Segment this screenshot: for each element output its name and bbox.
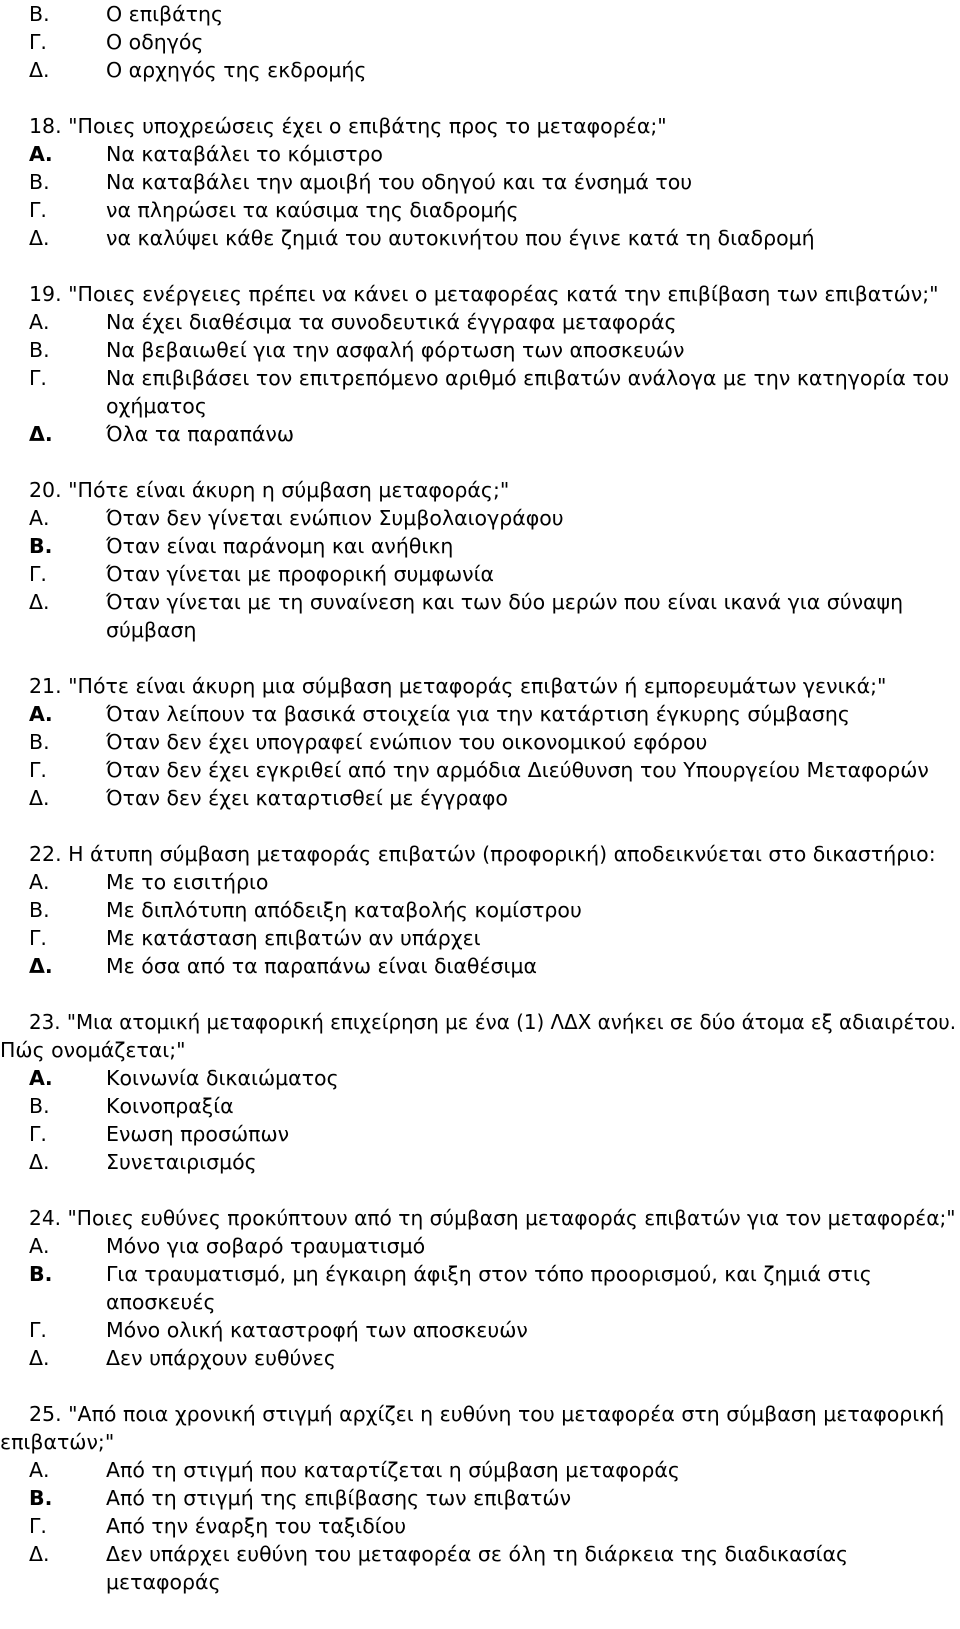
option-text: αποσκευές xyxy=(106,1290,216,1314)
question-text: 18. "Ποιες υποχρεώσεις έχει ο επιβάτης προς το μεταφορέα;" xyxy=(29,114,667,138)
option-letter: Β. xyxy=(29,1094,50,1118)
option-text: σύμβαση xyxy=(106,618,197,642)
option-text: Όταν δεν έχει εγκριθεί από την αρμόδια Διεύθυνση του Υπουργείου Μεταφορών xyxy=(106,758,929,782)
option-letter: Α. xyxy=(29,702,53,726)
option-letter: Β. xyxy=(29,170,50,194)
option-letter: Γ. xyxy=(29,1318,47,1342)
option-text: Να έχει διαθέσιμα τα συνοδευτικά έγγραφα μεταφοράς xyxy=(106,310,677,334)
option-letter: Β. xyxy=(29,1262,53,1286)
option-text: Όλα τα παραπάνω xyxy=(106,422,295,446)
option-letter: Γ. xyxy=(29,758,47,782)
question-text: 25. "Από ποια χρονική στιγμή αρχίζει η ευθύνη του μεταφορέα στη σύμβαση μεταφορική xyxy=(29,1402,945,1426)
option-text: Να επιβιβάσει τον επιτρεπόμενο αριθμό επιβατών ανάλογα με την κατηγορία του xyxy=(106,366,950,390)
option-letter: Δ. xyxy=(29,1150,50,1174)
option-text: Με διπλότυπη απόδειξη καταβολής κομίστρου xyxy=(106,898,582,922)
question-text: 19. "Ποιες ενέργειες πρέπει να κάνει ο μεταφορέας κατά την επιβίβαση των επιβατών;" xyxy=(29,282,939,306)
option-letter: Γ. xyxy=(29,198,47,222)
option-text: Από την έναρξη του ταξιδίου xyxy=(106,1514,407,1538)
option-text: Μόνο για σοβαρό τραυματισμό xyxy=(106,1234,426,1258)
option-text: Συνεταιρισμός xyxy=(106,1150,257,1174)
option-text: Να καταβάλει το κόμιστρο xyxy=(106,142,383,166)
option-text: Από τη στιγμή που καταρτίζεται η σύμβαση μεταφοράς xyxy=(106,1458,680,1482)
option-text: Δεν υπάρχει ευθύνη του μεταφορέα σε όλη τη διάρκεια της διαδικασίας xyxy=(106,1542,849,1566)
question-text: 24. "Ποιες ευθύνες προκύπτουν από τη σύμβαση μεταφοράς επιβατών για τον μεταφορέα;" xyxy=(29,1206,956,1230)
option-letter: Β. xyxy=(29,534,53,558)
option-letter: Δ. xyxy=(29,1346,50,1370)
option-letter: Α. xyxy=(29,1234,50,1258)
option-letter: Α. xyxy=(29,142,53,166)
option-text: Δεν υπάρχουν ευθύνες xyxy=(106,1346,336,1370)
option-letter: Γ. xyxy=(29,1514,47,1538)
option-text: Ο αρχηγός της εκδρομής xyxy=(106,58,367,82)
option-text: Όταν γίνεται με τη συναίνεση και των δύο μερών που είναι ικανά για σύναψη xyxy=(106,590,904,614)
option-text: μεταφοράς xyxy=(106,1570,221,1594)
option-letter: Γ. xyxy=(29,366,47,390)
question-text: 21. "Πότε είναι άκυρη μια σύμβαση μεταφοράς επιβατών ή εμπορευμάτων γενικά;" xyxy=(29,674,887,698)
option-letter: Δ. xyxy=(29,954,53,978)
option-letter: Δ. xyxy=(29,226,50,250)
option-letter: Β. xyxy=(29,1486,53,1510)
option-letter: Α. xyxy=(29,310,50,334)
option-letter: Β. xyxy=(29,898,50,922)
option-text: Όταν λείπουν τα βασικά στοιχεία για την κατάρτιση έγκυρης σύμβασης xyxy=(106,702,850,726)
option-text: Όταν δεν έχει καταρτισθεί με έγγραφο xyxy=(106,786,508,810)
option-letter: Γ. xyxy=(29,926,47,950)
question-text: 23. "Μια ατομική μεταφορική επιχείρηση με ένα (1) ΛΔΧ ανήκει σε δύο άτομα εξ αδιαιρέτου. xyxy=(29,1010,957,1034)
option-letter: Α. xyxy=(29,870,50,894)
option-text: να πληρώσει τα καύσιμα της διαδρομής xyxy=(106,198,519,222)
question-text: 22. Η άτυπη σύμβαση μεταφοράς επιβατών (προφορική) αποδεικνύεται στο δικαστήριο: xyxy=(29,842,936,866)
option-text: Να βεβαιωθεί για την ασφαλή φόρτωση των αποσκευών xyxy=(106,338,685,362)
option-letter: Α. xyxy=(29,1458,50,1482)
option-letter: Β. xyxy=(29,730,50,754)
option-letter: Γ. xyxy=(29,1122,47,1146)
option-text: να καλύψει κάθε ζημιά του αυτοκινήτου που έγινε κατά τη διαδρομή xyxy=(106,226,815,250)
option-text: οχήματος xyxy=(106,394,207,418)
option-text: Με κατάσταση επιβατών αν υπάρχει xyxy=(106,926,481,950)
question-text: Πώς ονομάζεται;" xyxy=(0,1038,186,1062)
option-letter: Δ. xyxy=(29,590,50,614)
question-text: επιβατών;" xyxy=(0,1430,115,1454)
option-letter: Γ. xyxy=(29,30,47,54)
option-text: Μόνο ολική καταστροφή των αποσκευών xyxy=(106,1318,528,1342)
option-letter: Δ. xyxy=(29,422,53,446)
option-letter: Δ. xyxy=(29,58,50,82)
option-text: Από τη στιγμή της επιβίβασης των επιβατών xyxy=(106,1486,572,1510)
option-letter: Γ. xyxy=(29,562,47,586)
option-letter: Δ. xyxy=(29,786,50,810)
option-text: Κοινοπραξία xyxy=(106,1094,234,1118)
option-text: Με το εισιτήριο xyxy=(106,870,269,894)
option-letter: Δ. xyxy=(29,1542,50,1566)
option-text: Όταν δεν γίνεται ενώπιον Συμβολαιογράφου xyxy=(106,506,564,530)
option-text: Ενωση προσώπων xyxy=(106,1122,290,1146)
option-letter: Β. xyxy=(29,2,50,26)
option-text: Όταν γίνεται με προφορική συμφωνία xyxy=(106,562,495,586)
option-text: Κοινωνία δικαιώματος xyxy=(106,1066,339,1090)
option-text: Για τραυματισμό, μη έγκαιρη άφιξη στον τόπο προορισμού, και ζημιά στις xyxy=(106,1262,872,1286)
option-letter: Α. xyxy=(29,506,50,530)
option-text: Ο οδηγός xyxy=(106,30,204,54)
option-text: Να καταβάλει την αμοιβή του οδηγού και τα ένσημά του xyxy=(106,170,693,194)
option-letter: Α. xyxy=(29,1066,53,1090)
question-text: 20. "Πότε είναι άκυρη η σύμβαση μεταφοράς;" xyxy=(29,478,510,502)
option-text: Με όσα από τα παραπάνω είναι διαθέσιμα xyxy=(106,954,538,978)
option-text: Όταν είναι παράνομη και ανήθικη xyxy=(106,534,454,558)
option-text: Ο επιβάτης xyxy=(106,2,223,26)
option-text: Όταν δεν έχει υπογραφεί ενώπιον του οικονομικού εφόρου xyxy=(106,730,708,754)
option-letter: Β. xyxy=(29,338,50,362)
